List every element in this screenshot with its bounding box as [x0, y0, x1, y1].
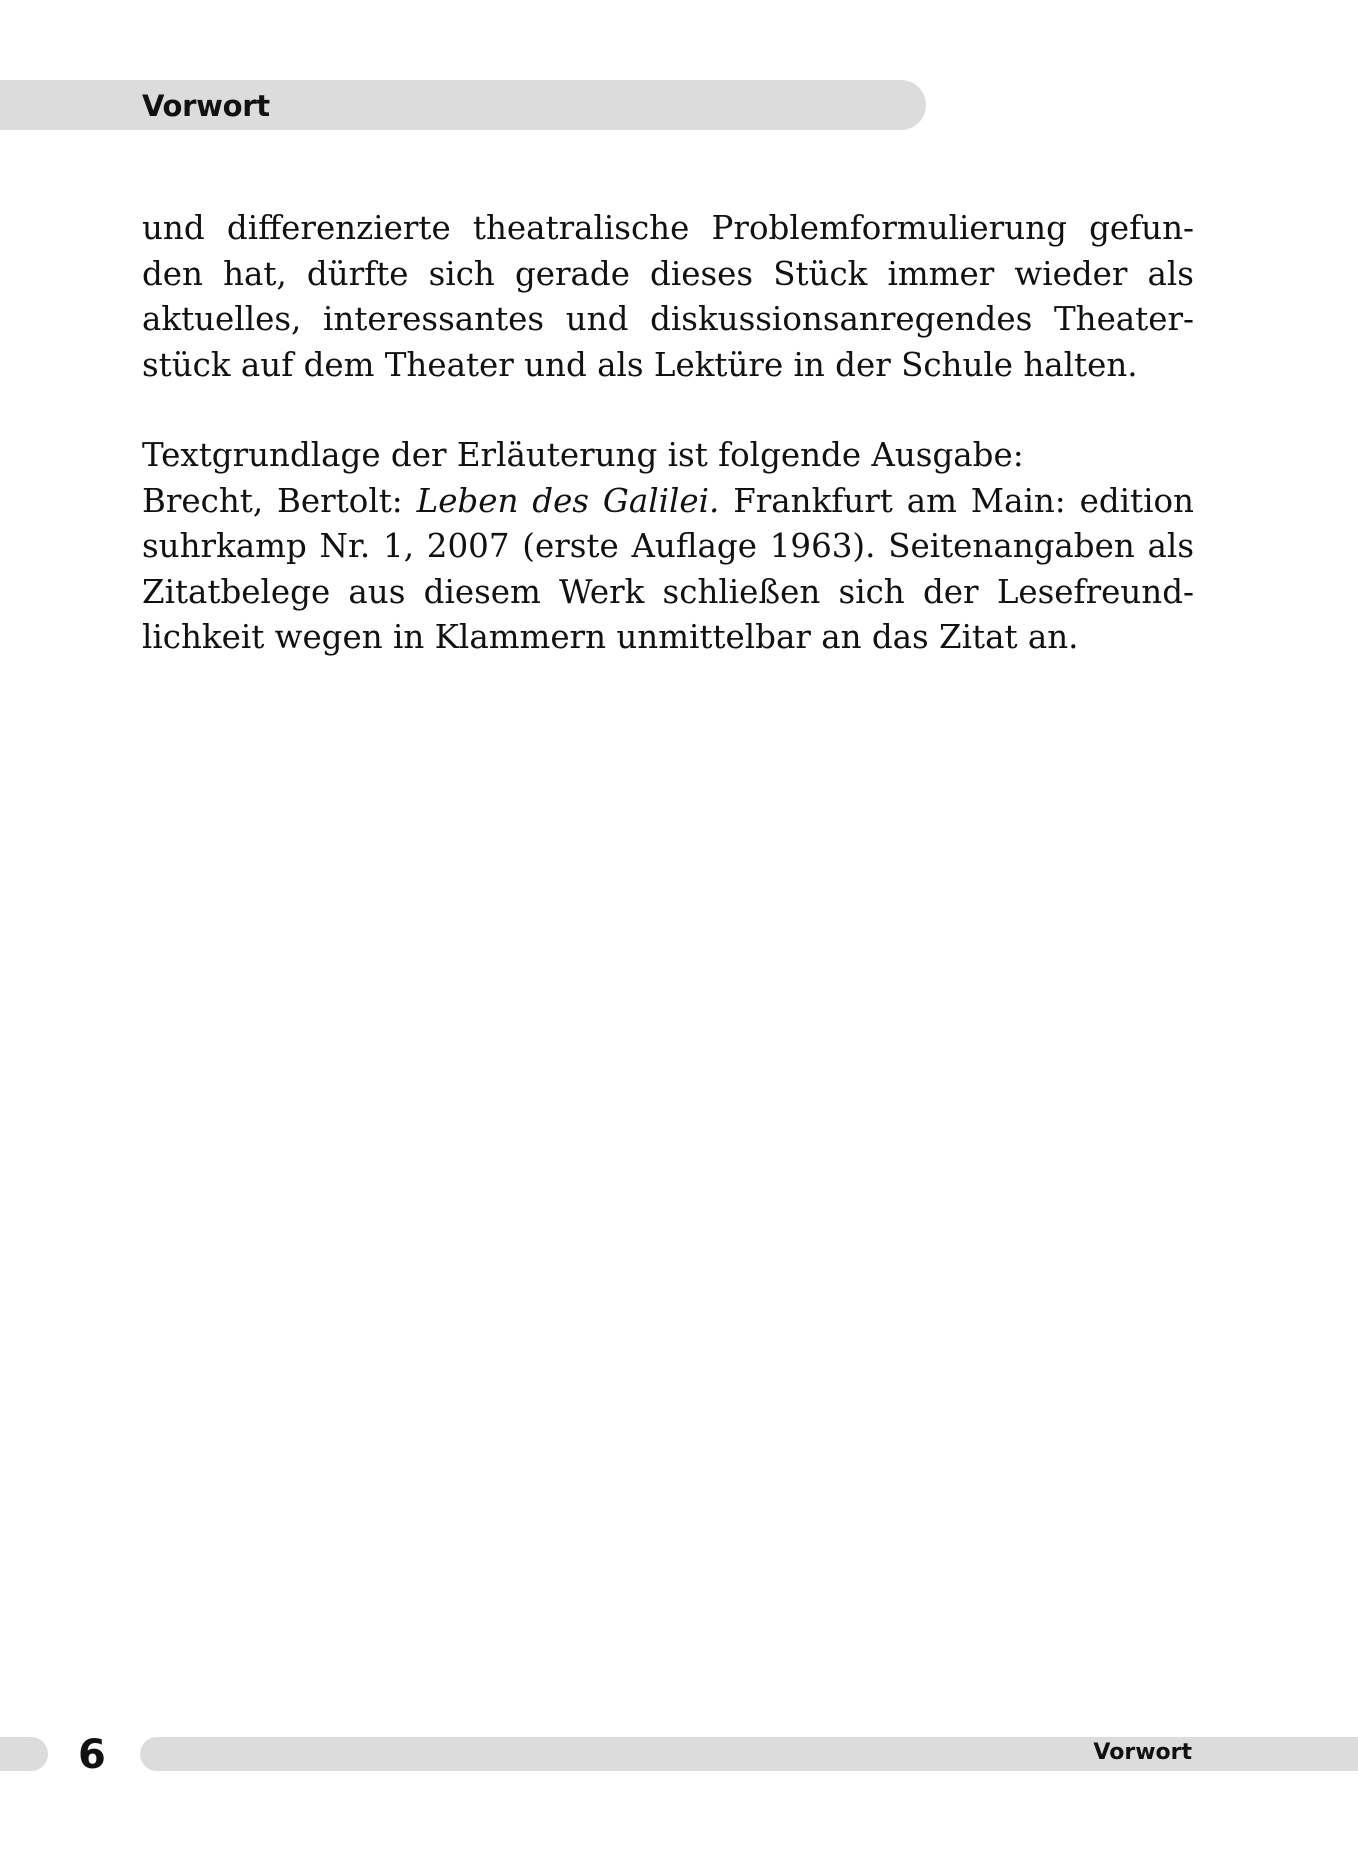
paragraph-continuation — [142, 206, 1194, 388]
header-title: Vorwort — [142, 89, 270, 123]
text-line: Zitatbelege aus diesem Werk schließen sich der Lesefreund- — [142, 572, 1194, 611]
text-line: suhrkamp Nr. 1, 2007 (erste Auflage 1963). Seitenangaben als — [142, 527, 1194, 565]
text-line: und differenzierte theatralische Problemformulierung gefun- — [142, 209, 1194, 247]
paragraph-text-basis — [142, 433, 1194, 661]
text-line: den hat, dürfte sich gerade dieses Stück immer wieder als — [142, 254, 1194, 293]
text-line: aktuelles, interessantes und diskussionsanregendes Theater- — [142, 300, 1194, 338]
text-line: stück auf dem Theater und als Lektüre in der Schule halten. — [142, 345, 1138, 384]
citation-author: Brecht, Bertolt: — [142, 481, 417, 520]
page-number: 6 — [78, 1732, 106, 1778]
citation-line — [142, 479, 1194, 525]
book-title: Leben des Galilei. — [416, 481, 720, 520]
footer-section-title: Vorwort — [1093, 1740, 1192, 1765]
text-line: Textgrundlage der Erläuterung ist folgende Ausgabe: — [142, 436, 1024, 474]
footer-left-bar — [0, 1737, 48, 1771]
citation-publisher: Frankfurt am Main: edition — [719, 481, 1194, 520]
text-line: lichkeit wegen in Klammern unmittelbar an das Zitat an. — [142, 618, 1079, 656]
header-bar — [0, 80, 926, 130]
